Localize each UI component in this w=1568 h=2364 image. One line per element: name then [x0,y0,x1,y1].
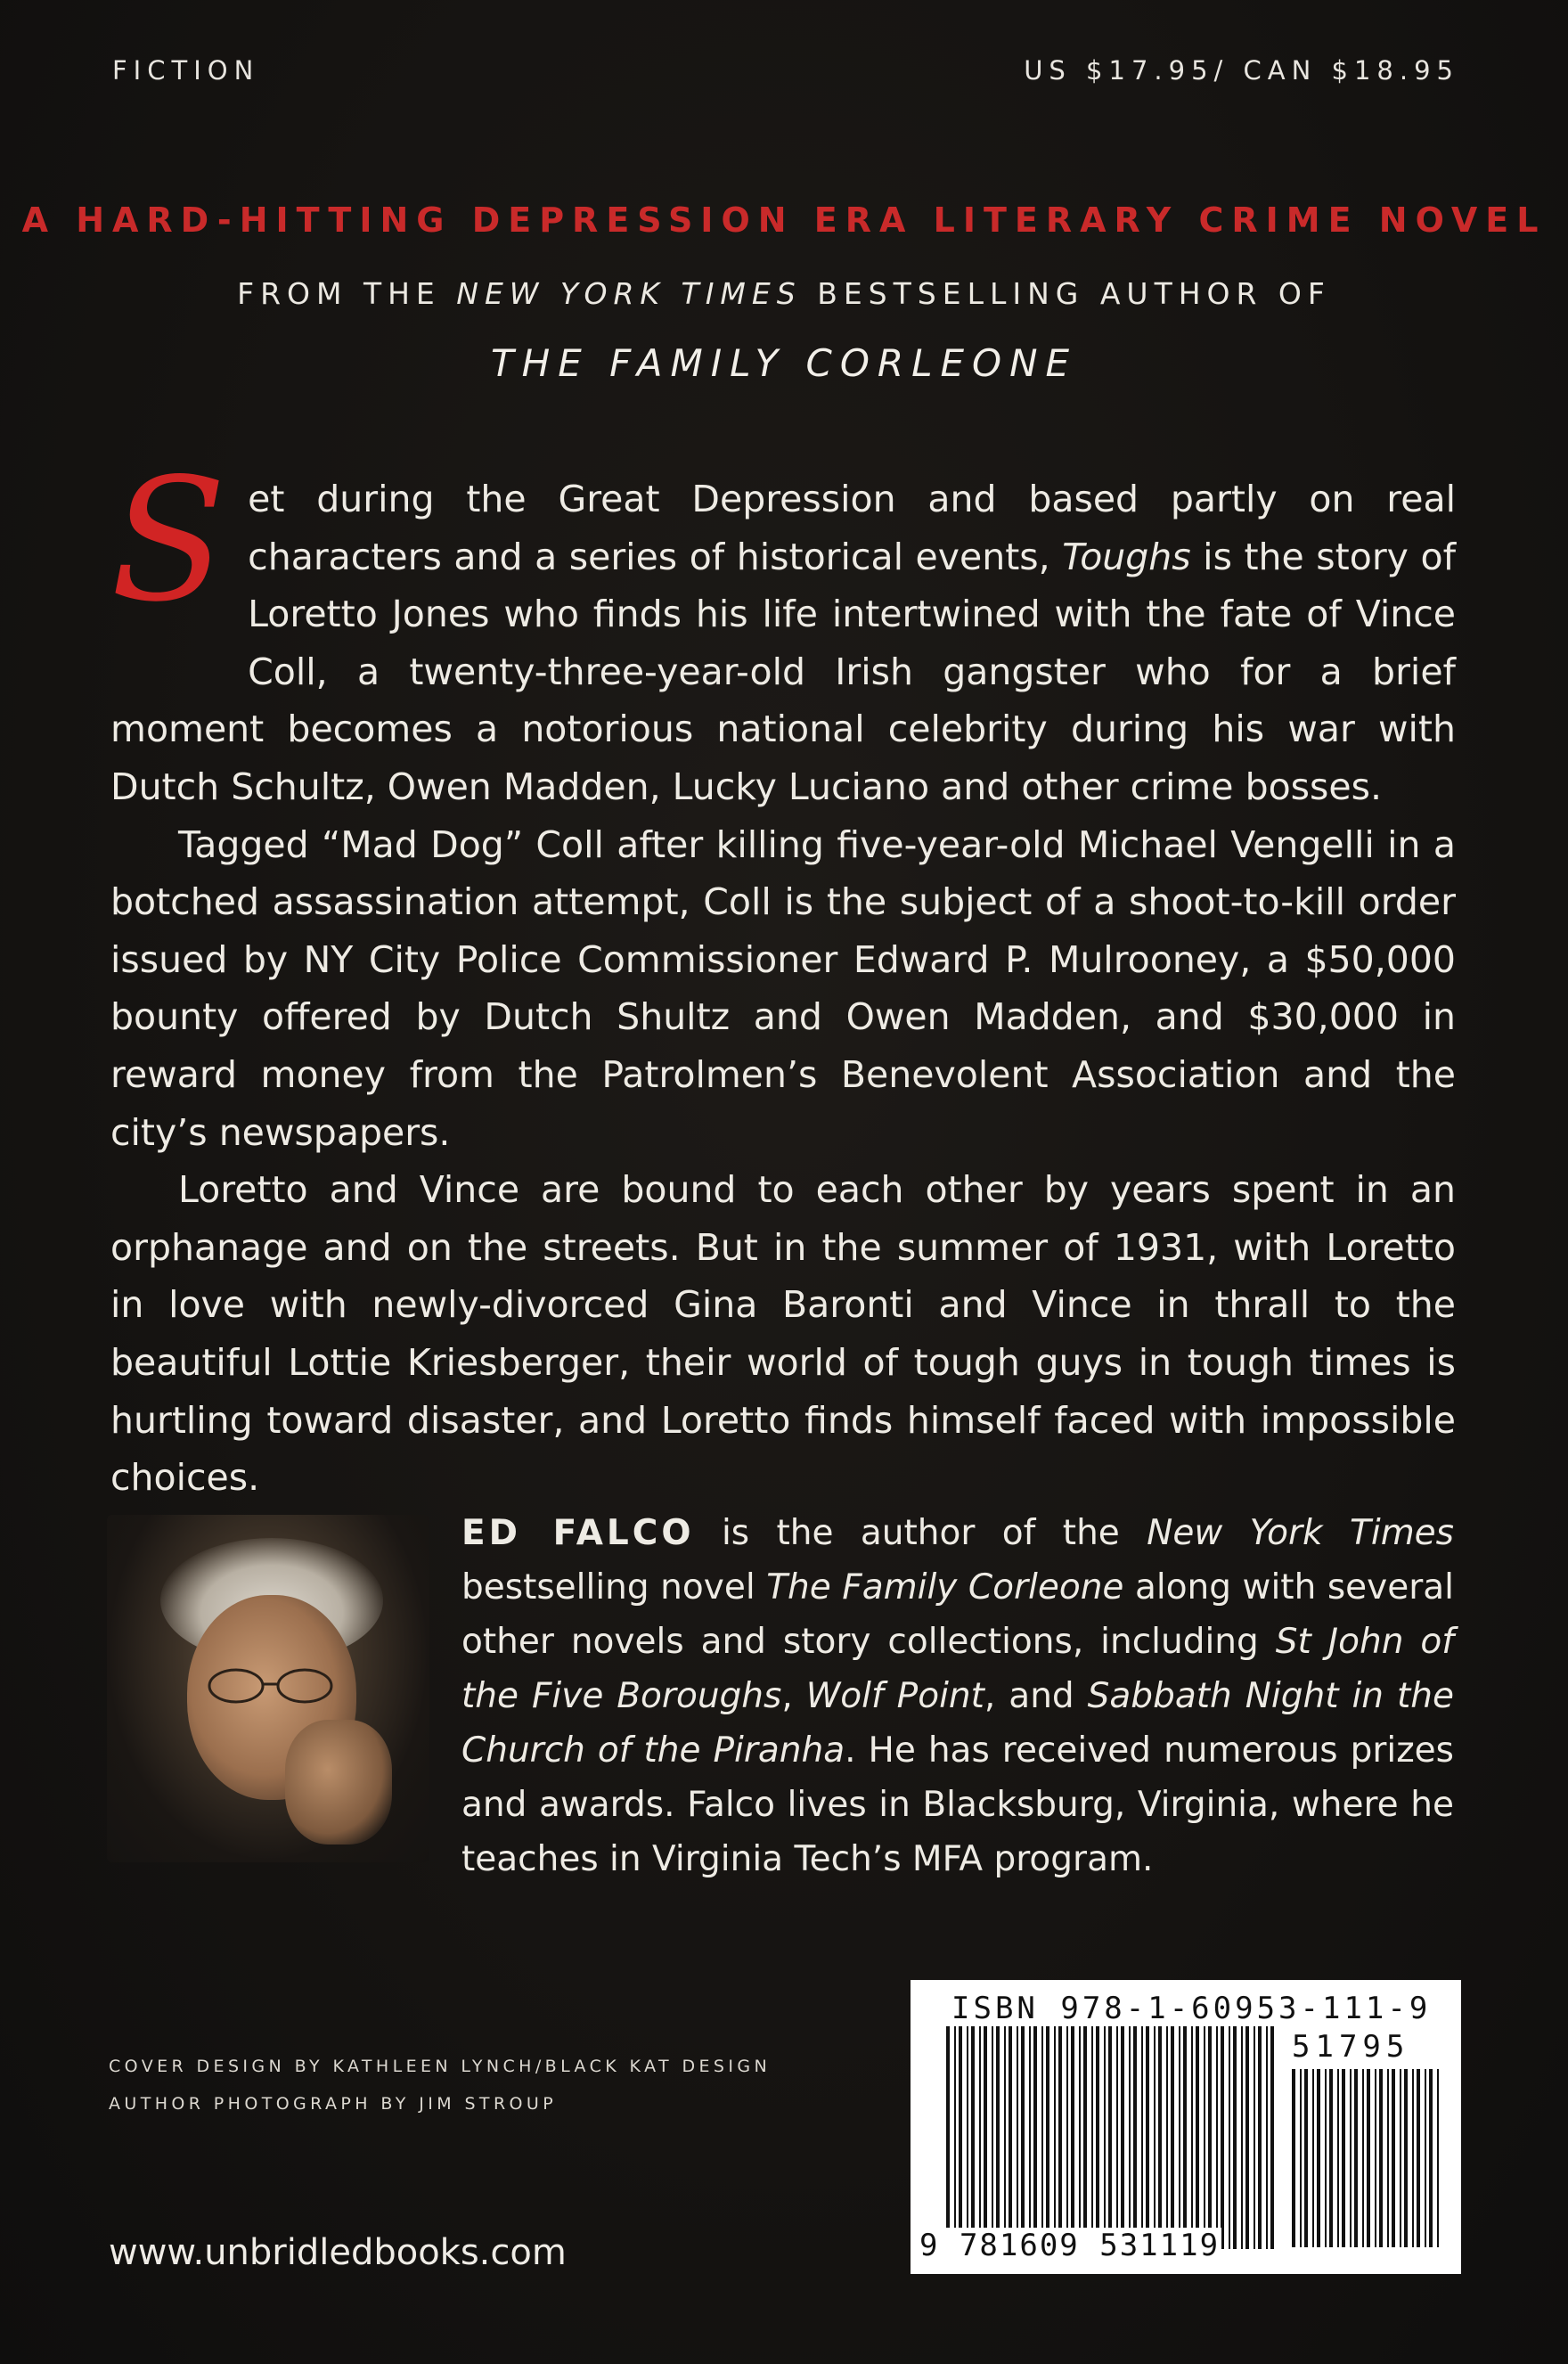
bio-italic-5: Sabbath Night in the Church of the Piranha [461,1676,1454,1771]
barcode-bar [1404,2069,1408,2247]
barcode-bar [1029,2026,1031,2249]
barcode-bar [1317,2069,1320,2247]
barcode-bar [1179,2026,1180,2249]
bio-text-5: , and [984,1676,1088,1716]
price-label: US $17.95/ CAN $18.95 [1024,55,1459,86]
author-credit-line [0,276,1568,311]
barcode-bar [1254,2026,1255,2249]
description-paragraph-2: Tagged “Mad Dog” Coll after killing five-year-old Michael Vengelli in a botched assassination attempt, Coll is the subject of a shoot-to-kill order issued by NY City Police Commissioner Edward P. Mulrooney, a $50,000 bounty offered by Dutch Shultz and Owen Madden, and $30,000 in reward money from the Patrolmen’s Benevolent Association and the city’s newspapers. [110,822,1456,1154]
barcode-bar [1054,2026,1056,2249]
bio-text-3: along with several other novels and story collections, including [461,1567,1454,1662]
barcode-bar [1141,2026,1143,2249]
barcode-bar [1266,2026,1268,2249]
from-line-publication: NEW YORK TIMES [456,276,802,311]
barcode-bar [1046,2026,1049,2249]
barcode-bar [1437,2069,1439,2247]
barcode-bar [1412,2069,1414,2247]
barcode-bar [1066,2026,1068,2249]
barcode-bar [1091,2026,1093,2249]
barcode-bar [959,2026,962,2249]
barcode-graphic [911,1980,1461,2274]
barcode-bar [1245,2026,1249,2249]
barcode-bar [1146,2026,1149,2249]
barcode-bar [1270,2026,1274,2249]
barcode-bar [1021,2026,1025,2249]
barcode-bar [1362,2069,1364,2247]
author-photo-glasses [205,1666,339,1706]
bio-text-4: , [781,1676,806,1716]
barcode-bar [1041,2026,1043,2249]
barcode-bar [1337,2069,1339,2247]
barcode-bar [1425,2069,1426,2247]
barcode-bar [1004,2026,1006,2249]
barcode-bar [1033,2026,1037,2249]
bio-italic-2: The Family Corleone [766,1567,1124,1607]
barcode-bar [1429,2069,1433,2247]
barcode-bar [1400,2069,1401,2247]
barcode-bar [1367,2069,1370,2247]
barcode-bar [1096,2026,1099,2249]
from-line-suffix: BESTSELLING AUTHOR OF [801,276,1331,311]
barcode-bar [1304,2069,1308,2247]
barcode-bar [1133,2026,1137,2249]
from-line-prefix: FROM THE [237,276,457,311]
barcode-bar [1216,2026,1218,2249]
barcode-bar [1058,2026,1062,2249]
book-description [110,442,1456,1507]
drop-cap: S [110,442,227,639]
barcode-bar [1329,2069,1333,2247]
p1-book-title: Toughs [1062,535,1191,578]
barcode-bar [1166,2026,1168,2249]
barcode-bar [946,2026,950,2249]
barcode-bar [1375,2069,1376,2247]
barcode-bar [1017,2026,1018,2249]
barcode-bar [1154,2026,1156,2249]
tagline: A HARD-HITTING DEPRESSION ERA LITERARY CRIME NOVEL [21,200,1547,240]
barcode-addon-bars [1292,2069,1441,2247]
description-paragraph-1 [110,442,1456,816]
author-photo-hand [285,1720,392,1845]
price-code-label: 51795 [1292,2029,1410,2065]
barcode-bar [1241,2026,1243,2249]
barcode-bar [1108,2026,1112,2249]
p1-text-b: is the story of Loretto Jones who finds his life intertwined with the fate of Vince Coll, a twenty-three-year-old Irish gangster who for a brief moment becomes a notorious national celebrity during his war with Dutch Schultz, Owen Madden, Lucky Luciano and other crime bosses. [110,535,1456,808]
barcode-bar [1325,2069,1327,2247]
bio-text-2: bestselling novel [461,1567,767,1607]
bio-italic-4: Wolf Point [805,1676,984,1716]
barcode-bar [1292,2069,1295,2247]
barcode-bar [1009,2026,1012,2249]
barcode-bar [1129,2026,1131,2249]
barcode-bar [1229,2026,1230,2249]
barcode-bar [996,2026,1000,2249]
barcode-bar [984,2026,987,2249]
barcode-bar [1208,2026,1212,2249]
barcode-main-bars [946,2026,1276,2249]
barcode-bar [1116,2026,1118,2249]
p1-text-a: et during the Great Depression and based partly on real characters and a series of historical events, [248,478,1456,578]
barcode-bar [1079,2026,1081,2249]
barcode-bar [979,2026,981,2249]
barcode-bar [971,2026,975,2249]
barcode-bar [954,2026,956,2249]
barcode-bar [1204,2026,1205,2249]
barcode-bar [1191,2026,1193,2249]
barcode-bar [1221,2026,1224,2249]
bio-italic-1: New York Times [1147,1513,1454,1553]
barcode-digits: 9 781609 531119 [919,2228,1221,2263]
barcode-bar [992,2026,993,2249]
barcode-bar [1183,2026,1187,2249]
barcode-bar [1392,2069,1395,2247]
barcode-bar [1312,2069,1314,2247]
author-photo-credit: AUTHOR PHOTOGRAPH BY JIM STROUP [109,2094,558,2114]
author-bio [461,1506,1454,1886]
barcode-bar [1071,2026,1074,2249]
barcode-bar [1083,2026,1087,2249]
author-name: ED FALCO [461,1513,695,1553]
author-photo [107,1515,429,1862]
barcode-bar [1196,2026,1199,2249]
design-credits [109,2048,771,2123]
bio-italic-3: St John of the Five Boroughs [461,1622,1454,1716]
barcode-bar [1350,2069,1352,2247]
bio-text-6: . He has received numerous prizes and awards. Falco lives in Blacksburg, Virginia, where he teaches in Virginia Tech’s MFA program. [461,1730,1454,1879]
barcode-bar [1233,2026,1237,2249]
barcode-bar [1342,2069,1345,2247]
category-label: FICTION [112,55,260,86]
barcode-bar [1121,2026,1124,2249]
barcode-bar [1171,2026,1174,2249]
barcode-bar [1104,2026,1106,2249]
cover-design-credit: COVER DESIGN BY KATHLEEN LYNCH/BLACK KAT DESIGN [109,2057,772,2076]
barcode-bar [1300,2069,1302,2247]
barcode-bar [1258,2026,1262,2249]
barcode-bar [1387,2069,1389,2247]
barcode-bar [1379,2069,1383,2247]
publisher-website-link[interactable]: www.unbridledbooks.com [109,2232,567,2273]
barcode-bar [967,2026,968,2249]
isbn-label: ISBN 978-1-60953-111-9 [951,1991,1432,2026]
bio-text-1: is the author of the [694,1513,1147,1553]
previous-book-title: THE FAMILY CORLEONE [490,341,1078,385]
barcode-bar [1354,2069,1358,2247]
description-paragraph-3: Loretto and Vince are bound to each other by years spent in an orphanage and on the streets. But in the summer of 1931, with Loretto in love with newly-divorced Gina Baronti and Vince in thrall to the beautiful Lottie Kriesberger, their world of tough guys in tough times is hurtling toward disaster, and Loretto finds himself faced with impossible choices. [110,1168,1456,1500]
barcode-bar [1417,2069,1420,2247]
barcode-bar [1158,2026,1162,2249]
